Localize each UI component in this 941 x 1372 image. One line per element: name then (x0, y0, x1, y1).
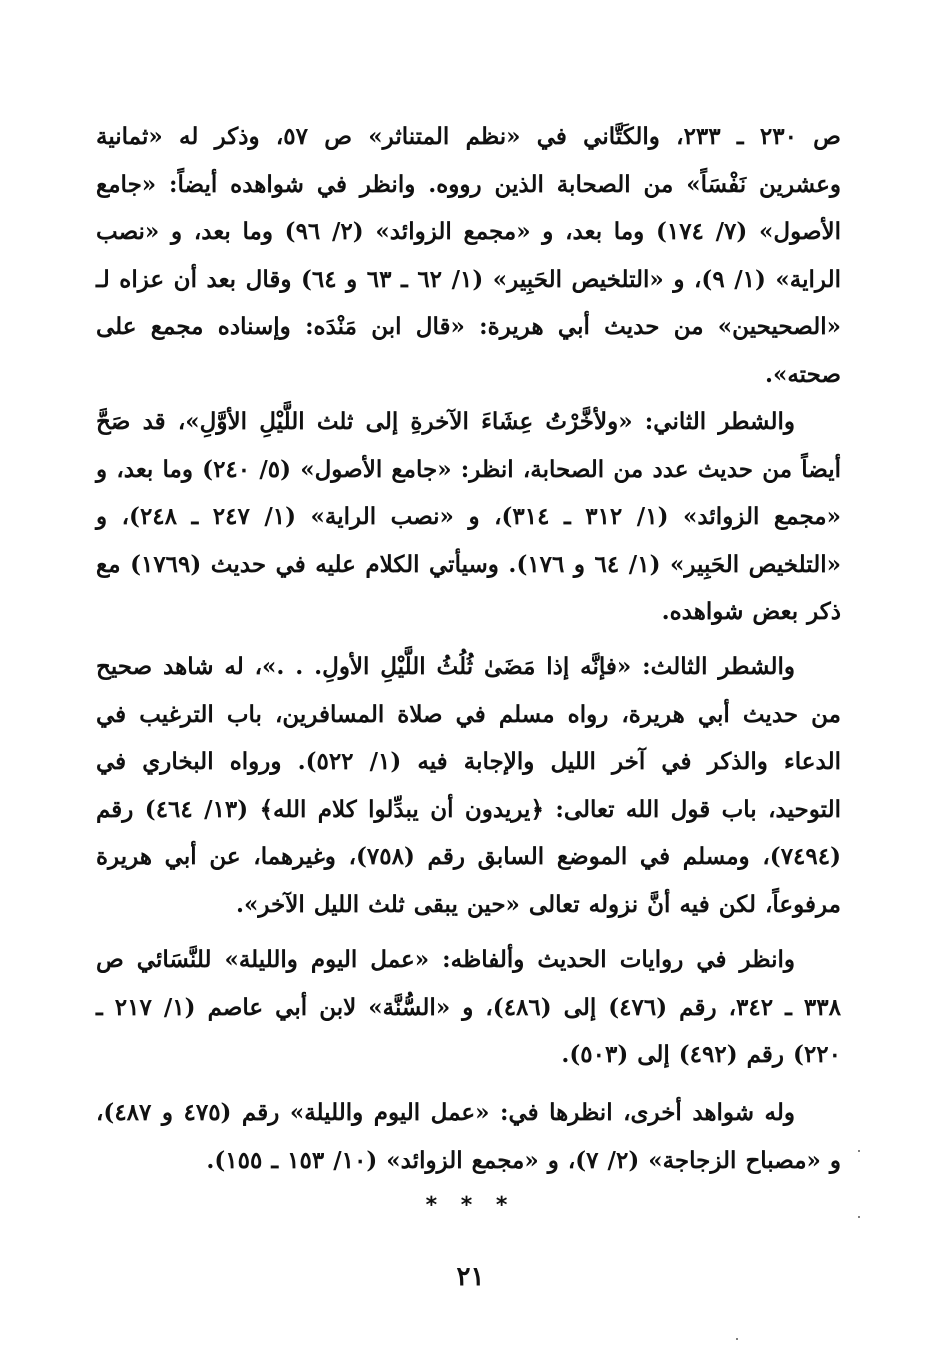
paragraph-text: ص ٢٣٠ ـ ٢٣٣، والكَتَّاني في «نظم المتناثر» ص ٥٧، وذكر له «ثمانية وعشرين نَفْسَاً» من الصحابة الذين رووه. وانظر في شواهده أيضاً: «جامع الأصول» (٧/ ١٧٤) وما بعد، و «مجمع الزوائد» (٢/ ٩٦) وما بعد، و «نصب الراية» (١/ ٩)، و «التلخيص الحَبِير» (١/ ٦٢ ـ ٦٣ و ٦٤) وقال بعد أن عزاه لـ «الصحيحين» من حديث أبي هريرة: «قال ابن مَنْدَه: وإسناده مجمع على صحته». (96, 123, 841, 388)
scan-speck (736, 1338, 738, 1340)
paragraph-narrations (96, 936, 841, 1079)
scan-speck (858, 1150, 860, 1152)
paragraph-third-part (96, 643, 841, 928)
paragraph-text: وانظر في روايات الحديث وألفاظه: «عمل اليوم والليلة» للنَّسَائي ص ٣٣٨ ـ ٣٤٢، رقم (٤٧٦) إلى (٤٨٦)، و «السُّنَّة» لابن أبي عاصم (١/ ٢١٧ ـ ٢٢٠) رقم (٤٩٢) إلى (٥٠٣). (96, 946, 841, 1068)
paragraph-text: والشطر الثالث: «فإنَّه إذا مَضَىٰ ثُلُثُ اللَّيْلِ الأولِ. . .»، له شاهد صحيح من حديث أبي هريرة، رواه مسلم في صلاة المسافرين، باب الترغيب في الدعاء والذكر في آخر الليل والإجابة فيه (١/ ٥٢٢). ورواه البخاري في التوحيد، باب قول الله تعالى: ﴿يريدون أن يبدِّلوا كلام الله﴾ (١٣/ ٤٦٤) رقم (٧٤٩٤)، ومسلم في الموضع السابق رقم (٧٥٨)، وغيرهما، عن أبي هريرة مرفوعاً، لكن فيه أنَّ نزوله تعالى «حين يبقى ثلث الليل الآخر». (96, 653, 841, 918)
paragraph-text: وله شواهد أخرى، انظرها في: «عمل اليوم والليلة» رقم (٤٧٥ و ٤٨٧)، و «مصباح الزجاجة» (٢/ ٧)، و «مجمع الزوائد» (١٠/ ١٥٣ ـ ١٥٥). (96, 1099, 841, 1174)
scan-speck (858, 1216, 860, 1218)
paragraph-other-witnesses (96, 1089, 841, 1184)
paragraph-text: والشطر الثاني: «ولأخَّرْتُ عِشَاءَ الآخرةِ إلى ثلث اللَّيْلِ الأوَّلِ»، قد صَحَّ أيضاً من حديث عدد من الصحابة، انظر: «جامع الأصول» (٥/ ٢٤٠) وما بعد، و «مجمع الزوائد» (١/ ٣١٢ ـ ٣١٤)، و «نصب الراية» (١/ ٢٤٧ ـ ٢٤٨)، و «التلخيص الحَبِير» (١/ ٦٤ و ١٧٦). وسيأتي الكلام عليه في حديث (١٧٦٩) مع ذكر بعض شواهده. (96, 408, 841, 625)
section-separator: * * * (425, 1193, 516, 1218)
page-number: ٢١ (456, 1262, 485, 1292)
paragraph-takhrij-continuation (96, 113, 841, 398)
paragraph-second-part (96, 398, 841, 636)
